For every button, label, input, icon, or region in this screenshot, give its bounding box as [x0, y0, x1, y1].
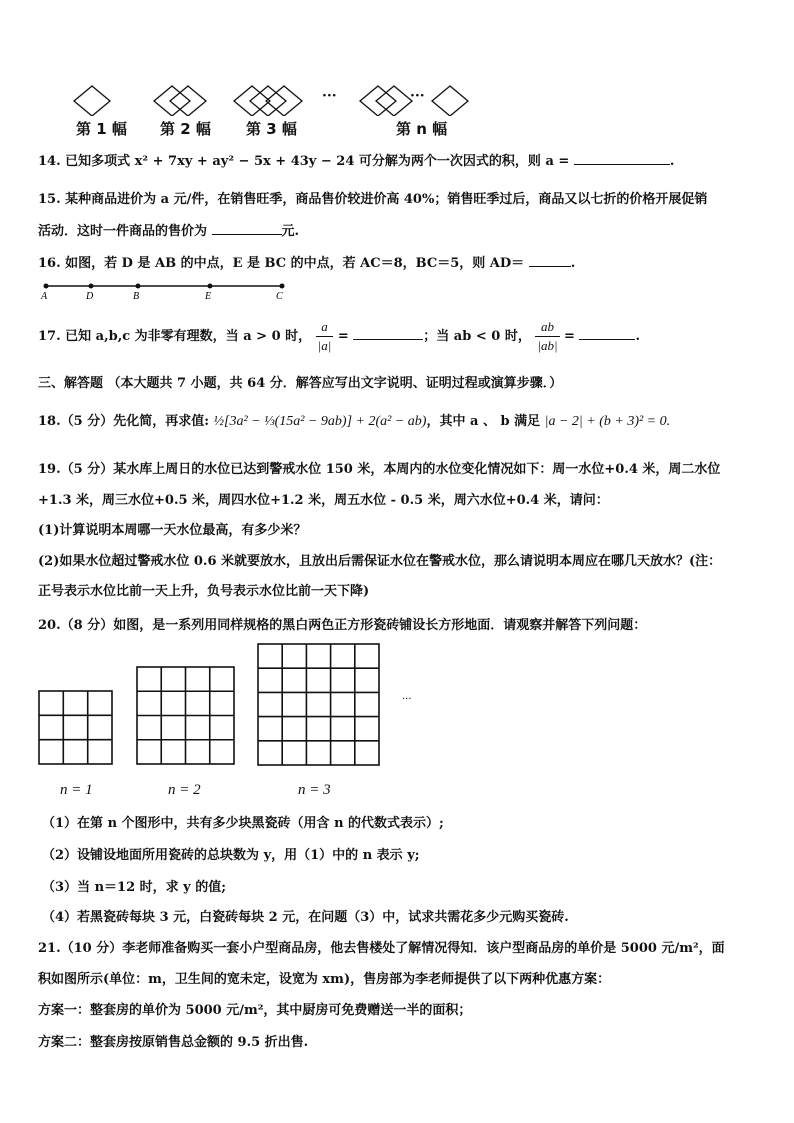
question-19-line-2: [38, 489, 609, 508]
question-15-line-1: [38, 188, 707, 207]
tile-label-n3: n = 3: [298, 782, 331, 798]
question-21-plan-1: [38, 999, 471, 1018]
q18-expression: ½[3a² − ⅓(15a² − 9ab)] + 2(a² − ab): [213, 414, 427, 429]
q17-fraction-2: [535, 318, 559, 355]
q18-text-b: ，其中 a 、 b 满足: [426, 414, 541, 429]
q19-line2: +1.3 米，周三水位+0.5 米，周四水位+1.2 米，周五水位 - 0.5 米，周六水位+0.4 米，请问：: [38, 493, 609, 508]
q17-text-a: 17. 已知 a,b,c 为非零有理数，当 a > 0 时，: [38, 329, 312, 344]
question-14: [38, 150, 674, 169]
rhombus-caption-2: 第 2 幅: [160, 120, 211, 138]
q15-line1: 15. 某种商品进价为 a 元/件，在销售旺季，商品售价较进价高 40%；销售旺季过后，商品又以七折的价格开展促销: [38, 192, 708, 207]
q17-answer-blank-1[interactable]: [353, 326, 423, 340]
q17-frac1-den: |a|: [317, 338, 332, 353]
q20-p3: （3）当 n＝12 时，求 y 的值;: [42, 880, 227, 895]
q20-p4: （4）若黑瓷砖每块 3 元，白瓷砖每块 2 元，在问题（3）中，试求共需花多少元购买瓷砖.: [42, 910, 569, 925]
rhombus-dots-1: ···: [322, 88, 337, 104]
tile-grid-n1: [38, 690, 114, 766]
q20-intro: 20.（8 分）如图，是一系列用同样规格的黑白两色正方形瓷砖铺设长方形地面．请观察并解答下列问题：: [38, 618, 647, 633]
q17-answer-blank-2[interactable]: [579, 326, 635, 340]
q14-text: 14. 已知多项式 x² + 7xy + ay² − 5x + 43y − 24 可分解为两个一次因式的积，则 a =: [38, 154, 570, 169]
question-19-line-1: [38, 458, 720, 477]
question-20-part-4: [42, 906, 569, 925]
q14-end: .: [669, 154, 675, 169]
q21-line2: 积如图所示(单位：m，卫生间的宽未定，设宽为 xm)，售房部为李老师提供了以下两种优惠方案：: [38, 972, 611, 987]
segment-figure: [36, 278, 306, 302]
tile-grid-n3: [257, 643, 381, 767]
q16-end: .: [570, 256, 576, 271]
q19-p1: (1)计算说明本周哪一天水位最高，有多少米？: [38, 523, 307, 538]
q16-answer-blank[interactable]: [529, 253, 571, 267]
question-20-part-2: [42, 844, 420, 863]
rhombus-pattern-figure: [60, 82, 500, 116]
q14-answer-blank[interactable]: [574, 151, 670, 165]
q19-line1: 19.（5 分）某水库上周日的水位已达到警戒水位 150 米，本周内的水位变化情况如下：周一水位+0.4 米，周二水位: [38, 462, 721, 477]
question-16: [38, 252, 575, 271]
tile-label-n2: n = 2: [168, 782, 201, 798]
q18-text-a: 18.（5 分）先化简，再求值:: [38, 414, 209, 429]
q17-text-b: ；当 ab < 0 时，: [423, 329, 531, 344]
q15-answer-blank[interactable]: [212, 221, 282, 235]
q17-end: .: [635, 329, 641, 344]
q17-fraction-1: [316, 318, 334, 355]
question-19-part-2a: [38, 550, 721, 569]
q19-p2b: 正号表示水位比前一天上升，负号表示水位比前一天下降): [38, 584, 370, 599]
point-a-label: A: [41, 291, 48, 302]
question-18: [38, 410, 670, 430]
q20-p1: （1）在第 n 个图形中，共有多少块黑瓷砖（用含 n 的代数式表示）;: [42, 816, 444, 831]
q18-condition: |a − 2| + (b + 3)² = 0.: [544, 414, 671, 429]
question-19-part-1: [38, 519, 306, 538]
tile-grid-ellipsis: ···: [402, 694, 412, 705]
q21-plan2: 方案二：整套房按原销售总金额的 9.5 折出售.: [38, 1035, 309, 1050]
question-20-intro: [38, 614, 646, 633]
q15-line2b: 元.: [281, 224, 300, 239]
tile-label-n1: n = 1: [60, 782, 93, 798]
question-21-line-2: [38, 968, 610, 987]
tile-grid-n2: [136, 666, 236, 766]
question-20-part-1: [42, 812, 444, 831]
q19-p2a: (2)如果水位超过警戒水位 0.6 米就要放水，且放出后需保证水位在警戒水位，那么请说明本周应在哪几天放水？(注：: [38, 554, 722, 569]
q16-text: 16. 如图，若 D 是 AB 的中点，E 是 BC 的中点，若 AC＝8，BC＝5，则 AD＝: [38, 256, 525, 271]
q21-plan1: 方案一：整套房的单价为 5000 元/m²，其中厨房可免费赠送一半的面积；: [38, 1003, 472, 1018]
question-21-plan-2: [38, 1031, 308, 1050]
point-d-label: D: [86, 291, 94, 302]
point-e-label: E: [205, 291, 212, 302]
question-19-part-2b: [38, 580, 369, 599]
q17-frac2-num: ab: [535, 318, 559, 337]
question-15-line-2: [38, 220, 299, 239]
rhombus-dots-2: ···: [410, 88, 425, 104]
point-b-label: B: [133, 291, 140, 302]
q17-frac1-num: a: [316, 318, 334, 337]
question-21-line-1: [38, 937, 725, 956]
q20-p2: （2）设铺设地面所用瓷砖的总块数为 y，用（1）中的 n 表示 y;: [42, 848, 420, 863]
section-3-heading: [38, 372, 562, 391]
section-3-text: 三、解答题 （本大题共 7 小题，共 64 分．解答应写出文字说明、证明过程或演算步骤．）: [38, 376, 563, 391]
point-c-label: C: [276, 291, 283, 302]
rhombus-caption-3: 第 3 幅: [246, 120, 297, 138]
question-20-part-3: [42, 876, 226, 895]
rhombus-caption-n: 第 n 幅: [396, 120, 448, 138]
q21-line1: 21.（10 分）李老师准备购买一套小户型商品房，他去售楼处了解情况得知．该户型商品房的单价是 5000 元/m²，面: [38, 941, 725, 956]
rhombus-caption-1: 第 1 幅: [76, 120, 127, 138]
q17-frac2-den: |ab|: [537, 338, 558, 353]
q15-line2a: 活动．这时一件商品的售价为: [38, 224, 208, 239]
question-17: 17. 已知 a,b,c 为非零有理数，当 a > 0 时， $\frac{a}{|a|}$ = ；当 ab < 0 时， $\frac{ab}{|ab|}$ = .: [38, 319, 641, 353]
